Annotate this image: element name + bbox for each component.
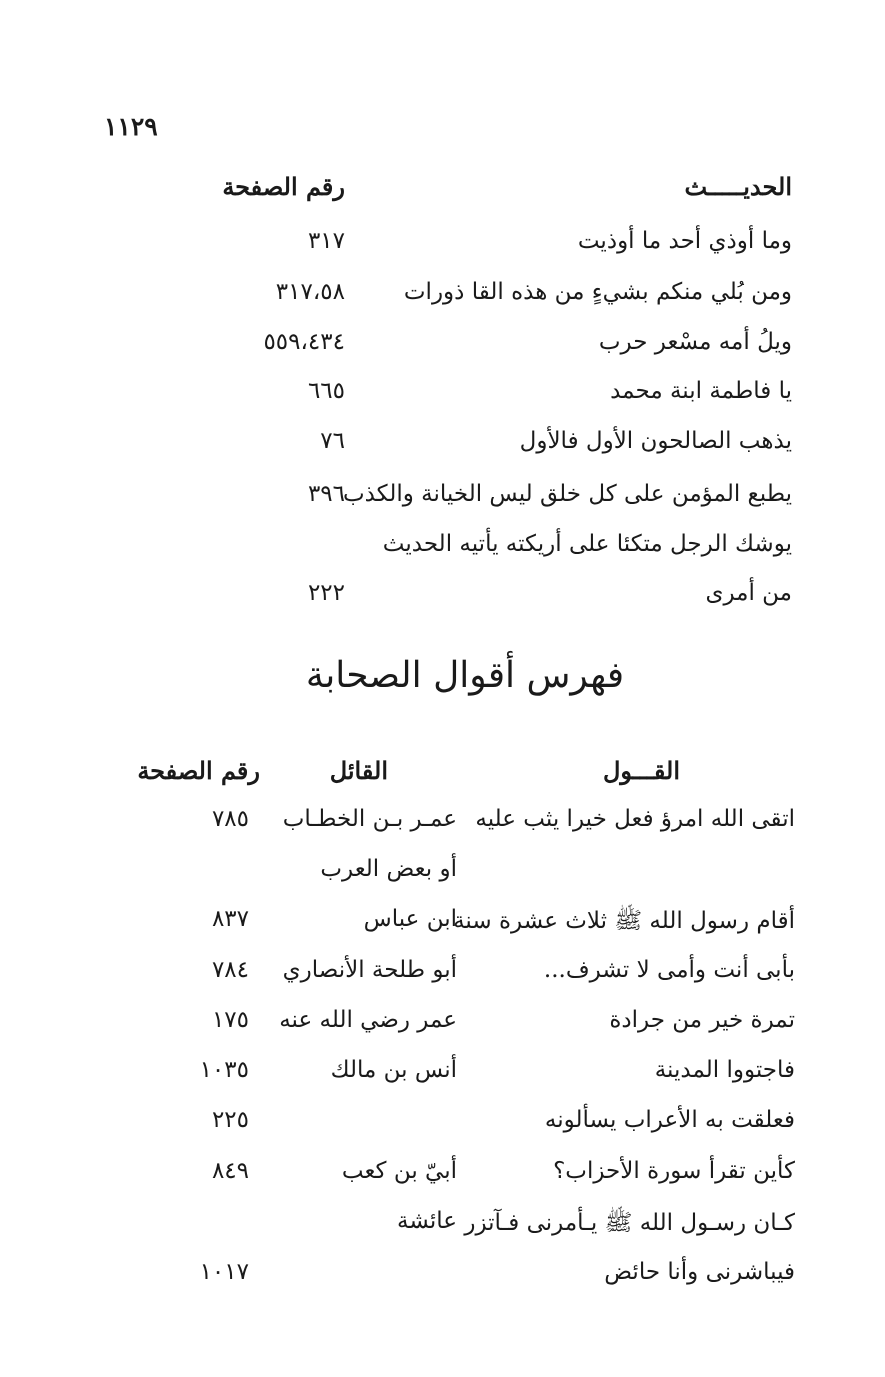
speaker-name: أبيّ بن كعب	[341, 1158, 457, 1184]
hadith-text: ويلُ أمه مسْعر حرب	[598, 329, 792, 355]
hadith-page: ٣٩٦	[307, 481, 345, 507]
hadith-text: ومن بُلي منكم بشيءٍ من هذه القا ذورات	[403, 279, 792, 305]
saying-page: ٨٣٧	[211, 906, 249, 932]
saying-text: تمرة خير من جرادة	[609, 1007, 795, 1033]
hadith-page: ٣١٧	[307, 228, 345, 254]
page-column-header: رقم الصفحة	[137, 756, 260, 785]
hadith-page: ٢٢٢	[307, 580, 345, 606]
speaker-name: أبو طلحة الأنصاري	[282, 957, 457, 983]
hadith-text: يذهب الصالحون الأول فالأول	[519, 428, 792, 454]
saying-text: كـان رسـول الله ﷺ يـأمرنى فـآتزر	[464, 1210, 795, 1236]
hadith-page: ٦٦٥	[307, 378, 345, 404]
saying-page: ١٠٣٥	[199, 1057, 249, 1083]
saying-text: بأبى أنت وأمى لا تشرف...	[543, 957, 795, 983]
speaker-name: عمـر بـن الخطـاب	[282, 806, 457, 832]
page-column-header: رقم الصفحة	[222, 172, 345, 201]
hadith-page: ٣١٧،٥٨	[275, 279, 345, 305]
saying-page: ٧٨٥	[211, 806, 249, 832]
hadith-text: من أمرى	[705, 580, 792, 606]
hadith-text: وما أوذي أحد ما أوذيت	[577, 228, 792, 254]
speaker-name: عمر رضي الله عنه	[279, 1007, 457, 1033]
saying-column-header: القـــول	[602, 756, 680, 785]
saying-page: ٨٤٩	[211, 1158, 249, 1184]
saying-text: أقام رسول الله ﷺ ثلاث عشرة سنة	[453, 908, 795, 934]
hadith-page: ٧٦	[320, 428, 345, 454]
hadith-page: ٥٥٩،٤٣٤	[263, 329, 345, 355]
hadith-column-header: الحديـــــث	[684, 172, 792, 201]
saying-page: ١٧٥	[211, 1007, 249, 1033]
saying-text: فعلقت به الأعراب يسألونه	[544, 1107, 795, 1133]
speaker-name: أنس بن مالك	[330, 1057, 457, 1083]
hadith-text: يطبع المؤمن على كل خلق ليس الخيانة والكذب	[342, 481, 792, 507]
speaker-column-header: القائل	[329, 756, 388, 785]
speaker-name: أو بعض العرب	[320, 856, 457, 882]
speaker-name: ابن عباس	[363, 906, 457, 932]
saying-text: فاجتووا المدينة	[654, 1057, 795, 1083]
saying-page: ٢٢٥	[211, 1107, 249, 1133]
speaker-name: عائشة	[397, 1208, 457, 1234]
saying-text: كأين تقرأ سورة الأحزاب؟	[553, 1158, 795, 1184]
page-number: ١١٢٩	[104, 112, 158, 141]
section-title: فهرس أقوال الصحابة	[305, 655, 625, 696]
saying-page: ١٠١٧	[199, 1259, 249, 1285]
saying-text: فيباشرنى وأنا حائض	[604, 1259, 795, 1285]
hadith-text: يا فاطمة ابنة محمد	[610, 378, 792, 404]
saying-text: اتقى الله امرؤ فعل خيرا يثب عليه	[475, 806, 795, 832]
saying-page: ٧٨٤	[211, 957, 249, 983]
hadith-text: يوشك الرجل متكئا على أريكته يأتيه الحديث	[382, 531, 792, 557]
